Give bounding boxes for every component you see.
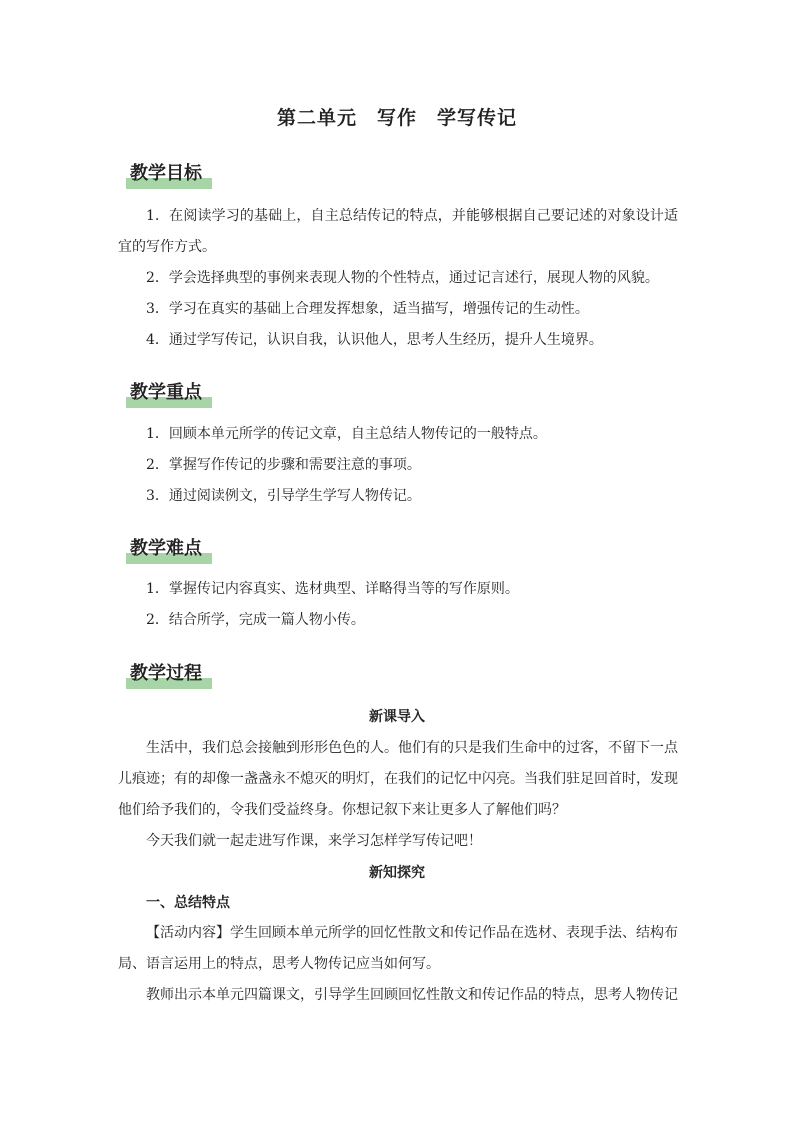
key-point-item-1: 1．回顾本单元所学的传记文章，自主总结人物传记的一般特点。 [146,426,547,442]
document-title: 第二单元 写作 学写传记 [276,107,517,129]
key-point-item-3: 3．通过阅读例文，引导学生学写人物传记。 [146,488,421,504]
objective-item-2: 2．学会选择典型的事例来表现人物的个性特点，通过记言述行，展现人物的风貌。 [146,270,659,286]
step1-title: 一、总结特点 [146,895,230,911]
activity-text: 学生回顾本单元所学的回忆性散文和传记作品在选材、表现手法、结构布局、语言运用上的特点，思考人物传记应当如何写。 [118,925,678,972]
difficulty-item-2: 2．结合所学，完成一篇人物小传。 [146,612,365,628]
section-heading-difficulties: 教学难点 [126,536,206,562]
objective-item-1: 1．在阅读学习的基础上，自主总结传记的特点，并能够根据自己要记述的对象设计适宜的写作方式。 [118,208,678,255]
key-point-item-2: 2．掌握写作传记的步骤和需要注意的事项。 [146,457,421,473]
teacher-paragraph: 教师出示本单元四篇课文，引导学生回顾回忆性散文和传记作品的特点，思考人物传记 [146,987,678,1003]
activity-paragraph [118,918,678,980]
explore-title: 新知探究 [369,865,425,881]
intro-paragraph-2: 今天我们就一起走进写作课，来学习怎样学写传记吧！ [146,833,482,849]
objective-item-4: 4．通过学写传记，认识自我，认识他人，思考人生经历，提升人生境界。 [146,332,603,348]
intro-title: 新课导入 [369,709,425,725]
intro-paragraph-1: 生活中，我们总会接触到形形色色的人。他们有的只是我们生命中的过客，不留下一点儿痕迹；有的却像一盏盏永不熄灭的明灯，在我们的记忆中闪亮。当我们驻足回首时，发现他们给予我们的，令我们受益终身。你想记叙下来让更多人了解他们吗？ [118,740,678,818]
section-heading-process: 教学过程 [126,661,206,687]
activity-tag: 【活动内容】 [146,925,230,941]
difficulty-item-1: 1．掌握传记内容真实、选材典型、详略得当等的写作原则。 [146,581,519,597]
section-heading-key-points: 教学重点 [126,380,206,406]
section-heading-objectives: 教学目标 [126,161,206,187]
objective-item-3: 3．学习在真实的基础上合理发挥想象，适当描写，增强传记的生动性。 [146,301,589,317]
